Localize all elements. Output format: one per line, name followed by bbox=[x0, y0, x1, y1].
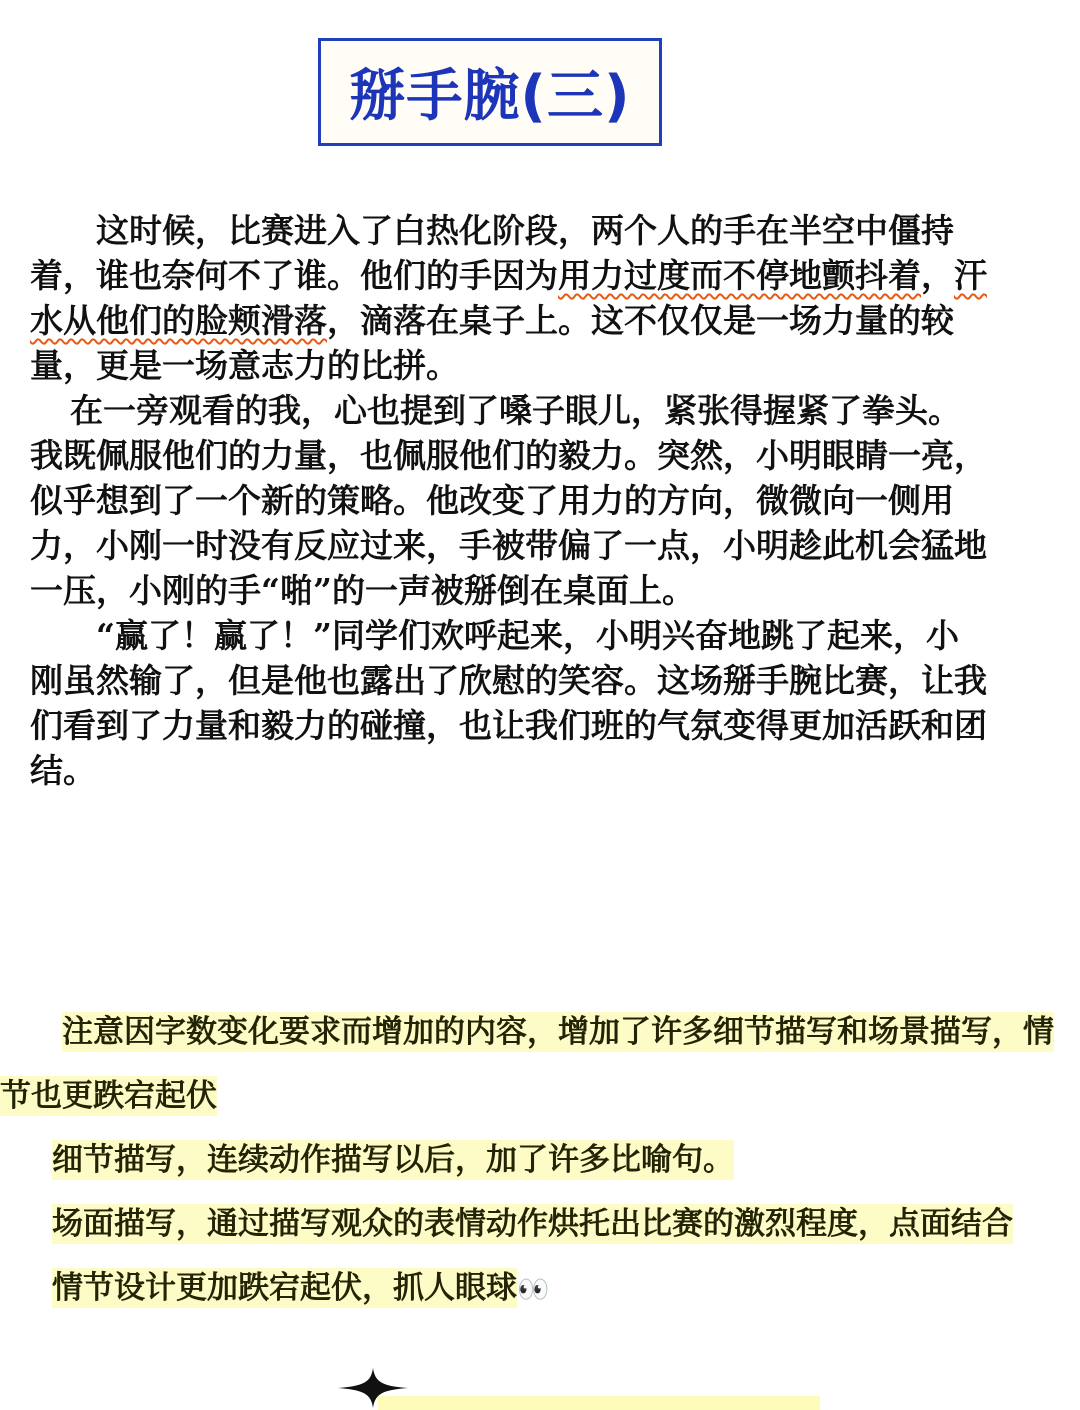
eyes-emoji: 👀 bbox=[517, 1275, 544, 1305]
essay-paragraph-3: “赢了！赢了！”同学们欢呼起来，小明兴奋地跳了起来，小刚虽然输了，但是他也露出了欣慰的笑容。这场掰手腕比赛，让我们看到了力量和毅力的碰撞，也让我们班的气氛变得更加活跃和团结。 bbox=[30, 616, 987, 790]
essay-p1-text-a: 这时候，比赛进入了白热化阶段，两个人的手在半空中僵持着，谁也奈何不了谁。他们的手因为 bbox=[30, 211, 954, 295]
wavy-underline-2: 汗水从他们的脸颊滑落 bbox=[30, 256, 987, 340]
title-box bbox=[318, 38, 662, 146]
essay-p1-text-b: ， bbox=[921, 256, 954, 295]
essay-body bbox=[30, 208, 990, 793]
note-3-text: 场面描写，通过描写观众的表情动作烘托出比赛的激烈程度，点面结合 bbox=[52, 1206, 1013, 1242]
note-3 bbox=[0, 1192, 1080, 1256]
note-2 bbox=[0, 1128, 1080, 1192]
note-1-text: 注意因字数变化要求而增加的内容，增加了许多细节描写和场景描写，情节也更跌宕起伏 bbox=[0, 1014, 1054, 1114]
essay-paragraph-2: 在一旁观看的我，心也提到了嗓子眼儿，紧张得握紧了拳头。我既佩服他们的力量，也佩服他们的毅力。突然，小明眼睛一亮，似乎想到了一个新的策略。他改变了用力的方向，微微向一侧用力，小刚一时没有反应过来，手被带偏了一点，小明趁此机会猛地一压，小刚的手“啪”的一声被掰倒在桌面上。 bbox=[30, 391, 987, 610]
notes-section bbox=[0, 1000, 1080, 1322]
essay-p1-text-c: ，滴落在桌子上。这不仅仅是一场力量的较量，更是一场意志力的比拼。 bbox=[30, 301, 954, 385]
note-1 bbox=[0, 1000, 1080, 1128]
essay-paragraph-1 bbox=[30, 208, 990, 388]
bottom-highlight-band bbox=[378, 1396, 820, 1410]
note-4-text: 情节设计更加跌宕起伏，抓人眼球 bbox=[52, 1270, 517, 1306]
page-title: 掰手腕(三) bbox=[349, 64, 631, 129]
note-4 bbox=[0, 1256, 1080, 1322]
wavy-underline-1: 用力过度而不停地颤抖着 bbox=[558, 256, 921, 295]
note-2-text: 细节描写，连续动作描写以后，加了许多比喻句。 bbox=[52, 1142, 734, 1178]
